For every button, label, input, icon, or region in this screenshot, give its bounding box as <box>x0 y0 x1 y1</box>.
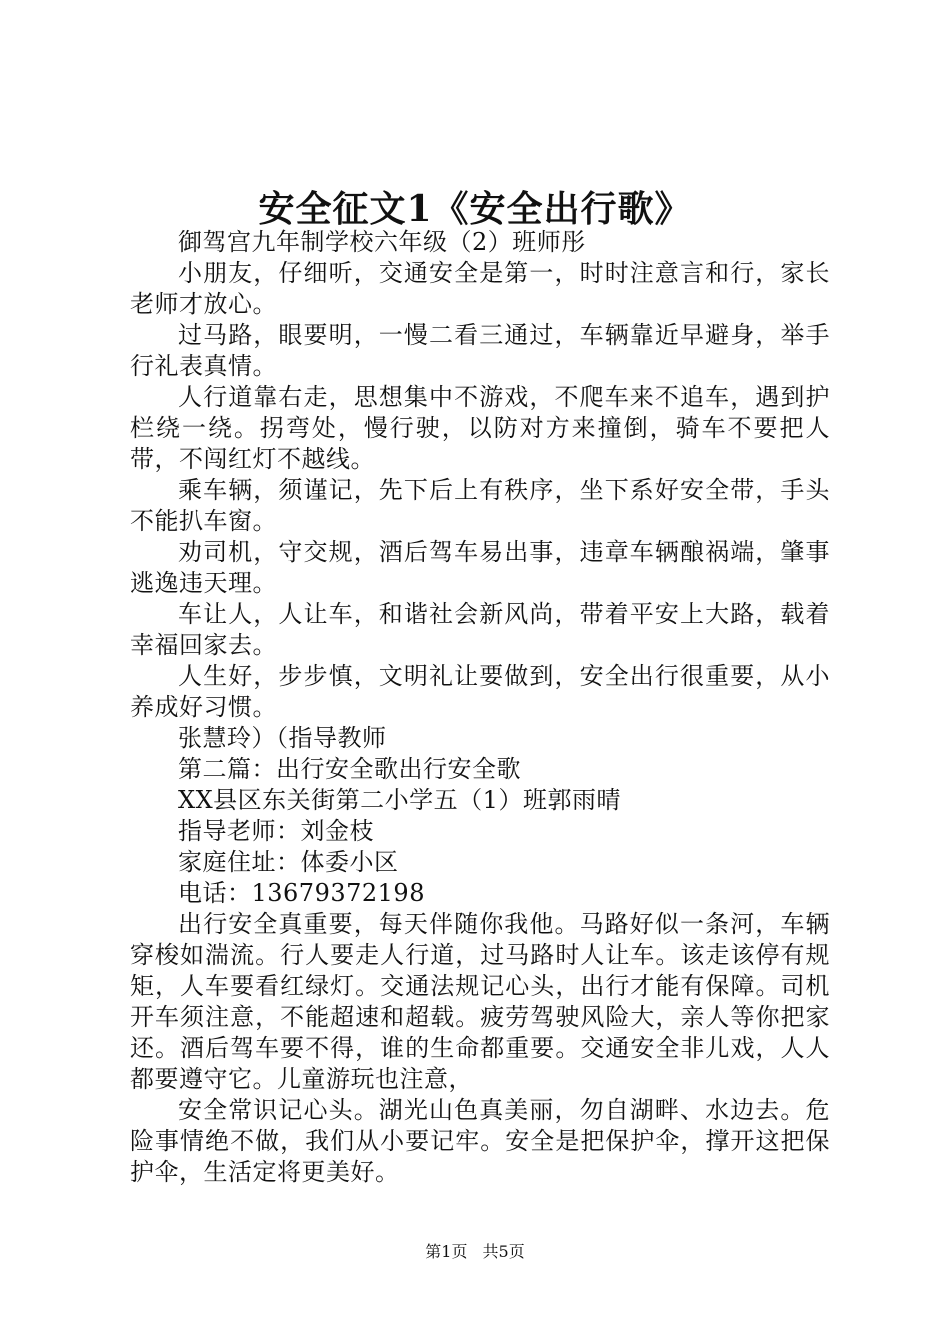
section-heading: 第二篇：出行安全歌出行安全歌 <box>178 755 521 783</box>
teacher-line: 指导老师：刘金枝 <box>178 817 374 845</box>
page-total: 共5页 <box>482 1242 525 1261</box>
page-number: 第1页 <box>425 1242 468 1261</box>
verse-paragraph: 劝司机，守交规，酒后驾车易出事，违章车辆酿祸端，肇事逃逸违天理。 <box>130 538 830 597</box>
verse-paragraph: 小朋友，仔细听，交通安全是第一，时时注意言和行，家长老师才放心。 <box>130 259 830 318</box>
verse-paragraph: 过马路，眼要明，一慢二看三通过，车辆靠近早避身，举手行礼表真情。 <box>130 321 830 380</box>
address-line: 家庭住址：体委小区 <box>178 848 399 876</box>
verse-paragraph: 乘车辆，须谨记，先下后上有秩序，坐下系好安全带，手头不能扒车窗。 <box>130 476 830 535</box>
body-paragraph: 出行安全真重要，每天伴随你我他。马路好似一条河，车辆穿梭如湍流。行人要走人行道，过马路时人让车。该走该停有规矩，人车要看红绿灯。交通法规记心头，出行才能有保障。司机开车须注意，不能超速和超载。疲劳驾驶风险大，亲人等你把家还。酒后驾车要不得，谁的生命都重要。交通安全非儿戏，人人都要遵守它。儿童游玩也注意， <box>130 910 830 1093</box>
verse-paragraph: 车让人，人让车，和谐社会新风尚，带着平安上大路，载着幸福回家去。 <box>130 600 830 659</box>
teacher-line: 张慧玲）（指导教师 <box>178 724 387 752</box>
page-footer <box>0 1240 950 1264</box>
document-title: 安全征文1《安全出行歌》 <box>258 188 692 230</box>
verse-paragraph: 人行道靠右走，思想集中不游戏，不爬车来不追车，遇到护栏绕一绕。拐弯处，慢行驶，以防对方来撞倒，骑车不要把人带，不闯红灯不越线。 <box>130 383 830 473</box>
author-line: XX县区东关街第二小学五（1）班郭雨晴 <box>178 786 621 814</box>
phone-line: 电话：13679372198 <box>178 879 425 907</box>
document-body <box>130 227 830 1188</box>
author-line: 御驾宫九年制学校六年级（2）班师彤 <box>178 228 586 256</box>
verse-paragraph: 人生好，步步慎，文明礼让要做到，安全出行很重要，从小养成好习惯。 <box>130 662 830 721</box>
body-paragraph: 安全常识记心头。湖光山色真美丽，勿自湖畔、水边去。危险事情绝不做，我们从小要记牢。安全是把保护伞，撑开这把保护伞，生活定将更美好。 <box>130 1096 830 1186</box>
